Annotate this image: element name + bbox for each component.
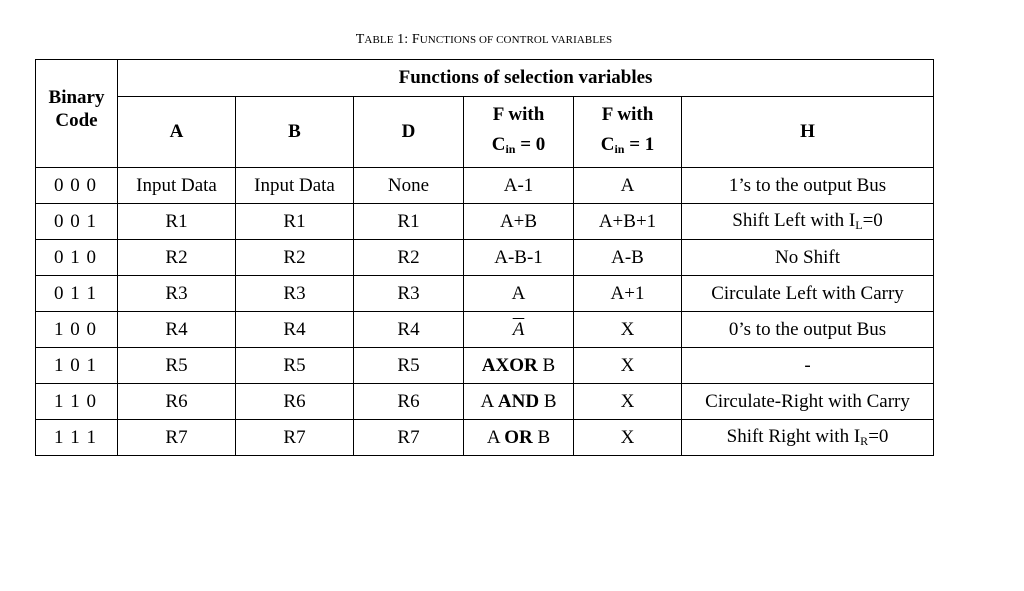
a-cell: R6 bbox=[118, 384, 236, 420]
control-variables-table bbox=[35, 59, 934, 456]
b-cell: R1 bbox=[236, 204, 354, 240]
f-cin0-cell: A bbox=[464, 276, 574, 312]
col-b-header: B bbox=[236, 97, 354, 168]
b-cell: R5 bbox=[236, 348, 354, 384]
d-cell: R7 bbox=[354, 420, 464, 456]
binary-code-cell: 0 0 0 bbox=[36, 168, 118, 204]
d-cell: R2 bbox=[354, 240, 464, 276]
b-cell: Input Data bbox=[236, 168, 354, 204]
d-cell: None bbox=[354, 168, 464, 204]
binary-code-cell: 1 0 0 bbox=[36, 312, 118, 348]
binary-code-cell: 1 1 1 bbox=[36, 420, 118, 456]
a-cell: R2 bbox=[118, 240, 236, 276]
h-cell: Circulate Left with Carry bbox=[682, 276, 934, 312]
d-cell: R4 bbox=[354, 312, 464, 348]
d-cell: R1 bbox=[354, 204, 464, 240]
h-cell: Circulate-Right with Carry bbox=[682, 384, 934, 420]
b-cell: R7 bbox=[236, 420, 354, 456]
a-cell: Input Data bbox=[118, 168, 236, 204]
f-cin1-cell: A bbox=[574, 168, 682, 204]
col-f-cin0-header: F with $C_{in} = 0$ bbox=[464, 97, 574, 168]
table-row bbox=[36, 168, 934, 204]
b-cell: R3 bbox=[236, 276, 354, 312]
a-cell: R4 bbox=[118, 312, 236, 348]
a-cell: R1 bbox=[118, 204, 236, 240]
d-cell: R3 bbox=[354, 276, 464, 312]
a-cell: R3 bbox=[118, 276, 236, 312]
col-h-header: H bbox=[682, 97, 934, 168]
f-cin0-cell: A OR B bbox=[464, 420, 574, 456]
a-cell: R5 bbox=[118, 348, 236, 384]
h-cell: - bbox=[682, 348, 934, 384]
f-cin0-cell: A-1 bbox=[464, 168, 574, 204]
h-cell: Shift Left with $I_L=0$ bbox=[682, 204, 934, 240]
h-cell: No Shift bbox=[682, 240, 934, 276]
f-cin1-cell: X bbox=[574, 420, 682, 456]
a-cell: R7 bbox=[118, 420, 236, 456]
binary-code-cell: 0 1 0 bbox=[36, 240, 118, 276]
binary-code-cell: 0 1 1 bbox=[36, 276, 118, 312]
f-cin0-cell bbox=[464, 312, 574, 348]
d-cell: R6 bbox=[354, 384, 464, 420]
table-row bbox=[36, 312, 934, 348]
f-cin0-cell: AXOR B bbox=[464, 348, 574, 384]
col-f-cin1-header: F with $C_{in} = 1$ bbox=[574, 97, 682, 168]
binary-code-cell: 1 1 0 bbox=[36, 384, 118, 420]
col-a-header: A bbox=[118, 97, 236, 168]
table-row bbox=[36, 420, 934, 456]
table-row bbox=[36, 240, 934, 276]
binary-code-header: Binary Code bbox=[36, 60, 118, 168]
f-cin1-cell: X bbox=[574, 348, 682, 384]
h-cell: Shift Right with $I_R=0$ bbox=[682, 420, 934, 456]
table-row bbox=[36, 204, 934, 240]
f-cin0-cell: A-B-1 bbox=[464, 240, 574, 276]
binary-code-cell: 1 0 1 bbox=[36, 348, 118, 384]
a-complement: $\overline{A}$ bbox=[512, 318, 525, 340]
f-cin1-cell: X bbox=[574, 312, 682, 348]
b-cell: R4 bbox=[236, 312, 354, 348]
f-cin1-cell: A+B+1 bbox=[574, 204, 682, 240]
table-caption: TABLE 1: FUNCTIONS OF CONTROL VARIABLES bbox=[355, 32, 613, 47]
b-cell: R6 bbox=[236, 384, 354, 420]
f-cin1-cell: A+1 bbox=[574, 276, 682, 312]
header-row-1 bbox=[36, 60, 934, 97]
h-cell: 1’s to the output Bus bbox=[682, 168, 934, 204]
col-d-header: D bbox=[354, 97, 464, 168]
binary-code-cell: 0 0 1 bbox=[36, 204, 118, 240]
f-cin1-cell: A-B bbox=[574, 240, 682, 276]
table-row bbox=[36, 276, 934, 312]
table-row bbox=[36, 384, 934, 420]
table-row bbox=[36, 348, 934, 384]
h-cell: 0’s to the output Bus bbox=[682, 312, 934, 348]
f-cin1-cell: X bbox=[574, 384, 682, 420]
d-cell: R5 bbox=[354, 348, 464, 384]
f-cin0-cell: A AND B bbox=[464, 384, 574, 420]
f-cin0-cell: A+B bbox=[464, 204, 574, 240]
b-cell: R2 bbox=[236, 240, 354, 276]
functions-group-header: Functions of selection variables bbox=[118, 60, 934, 97]
header-row-2 bbox=[36, 97, 934, 168]
